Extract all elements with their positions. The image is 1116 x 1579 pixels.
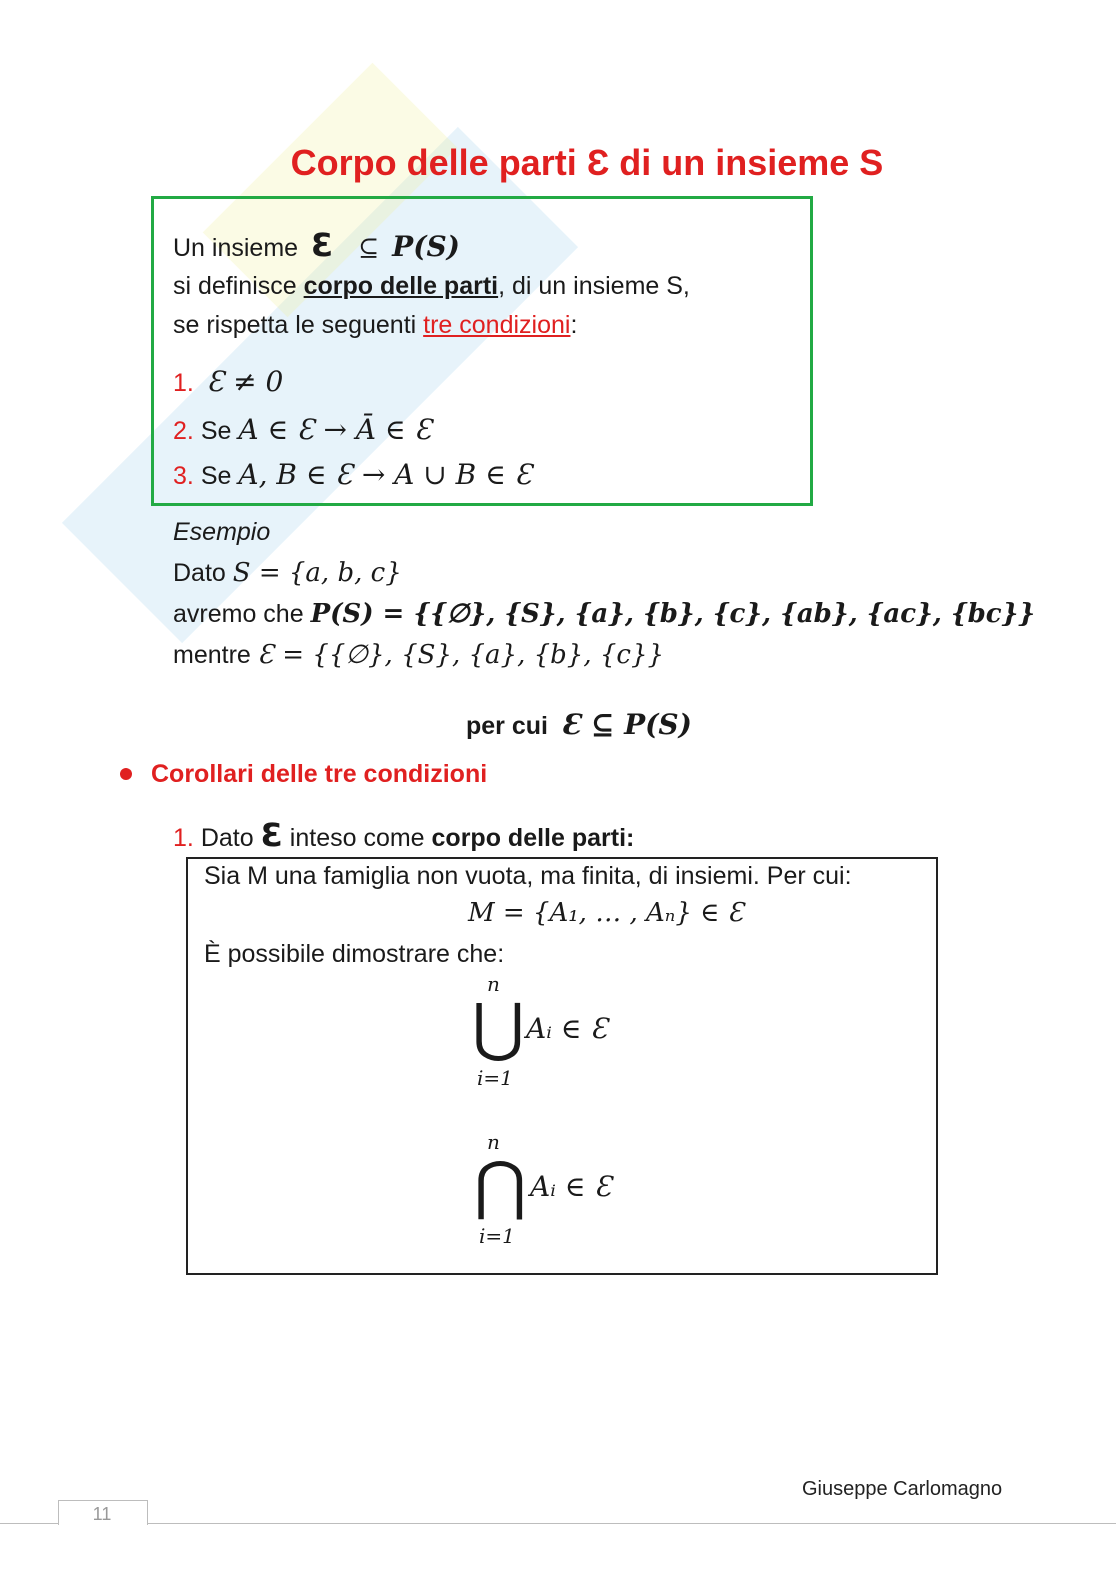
corollary-item-1	[173, 816, 634, 854]
condition-text: Se	[200, 462, 239, 490]
corollary-pre: Dato	[200, 824, 261, 852]
condition-math: A ∈ Ɛ → Ā ∈ Ɛ	[238, 413, 432, 446]
tre-condizioni-term: tre condizioni	[423, 311, 571, 339]
corollary-box-line-2: È possibile dimostrare che:	[204, 940, 505, 968]
intersection-upper-limit: n	[487, 1130, 500, 1154]
epsilon-symbol: Ɛ	[260, 816, 283, 854]
condition-1	[173, 365, 283, 398]
example-dato-pre: Dato	[173, 559, 233, 587]
condition-number: 3.	[173, 462, 194, 490]
corpo-delle-parti-term: corpo delle parti	[303, 272, 499, 300]
page-number: 11	[92, 1504, 112, 1524]
page-title: Corpo delle parti Ɛ di un insieme S	[290, 142, 884, 183]
intersection-lower-limit: i=1	[479, 1224, 515, 1248]
per-cui-math: Ɛ ⊆ P(S)	[560, 708, 692, 741]
intersection-expression: Aᵢ ∈ Ɛ	[530, 1170, 612, 1203]
epsilon-symbol: Ɛ	[311, 226, 334, 264]
condition-2	[173, 413, 432, 446]
corollary-bold: corpo delle parti:	[431, 824, 635, 852]
example-label: Esempio	[173, 518, 271, 546]
example-mentre	[173, 640, 664, 670]
example-avremo-math: P(S) = {{∅}, {S}, {a}, {b}, {c}, {ab}, {ac}, {bc}}	[310, 599, 1036, 629]
condition-text: Se	[200, 417, 239, 445]
corollary-mid: inteso come	[282, 824, 432, 852]
subset-symbol: ⊆	[358, 233, 380, 262]
example-dato	[173, 558, 402, 588]
bullet-icon	[120, 768, 132, 780]
definition-intro: Un insieme	[173, 234, 299, 262]
footer-author: Giuseppe Carlomagno	[802, 1478, 1003, 1500]
footer-rule	[0, 1523, 1116, 1524]
example-avremo-pre: avremo che	[173, 600, 311, 628]
definition-line2-post: , di un insieme S,	[498, 272, 690, 300]
example-mentre-math: Ɛ = {{∅}, {S}, {a}, {b}, {c}}	[257, 640, 665, 670]
condition-number: 1.	[173, 369, 194, 397]
definition-line-2	[173, 272, 690, 301]
condition-number: 2.	[173, 417, 194, 445]
definition-line-3	[173, 311, 577, 340]
corollaries-heading: Corollari delle tre condizioni	[151, 760, 488, 788]
union-symbol: ⋃	[472, 991, 525, 1065]
condition-math: Ɛ ≠ 0	[206, 365, 284, 398]
condition-math: A, B ∈ Ɛ → A ∪ B ∈ Ɛ	[238, 458, 533, 491]
union-expression: Aᵢ ∈ Ɛ	[526, 1012, 608, 1045]
union-lower-limit: i=1	[477, 1066, 513, 1090]
definition-line3-post: :	[570, 311, 578, 339]
example-avremo	[173, 599, 1035, 629]
condition-3	[173, 458, 532, 491]
example-dato-math: S = {a, b, c}	[232, 558, 402, 588]
definition-line3-pre: se rispetta le seguenti	[173, 311, 424, 339]
definition-line2-pre: si definisce	[173, 272, 304, 300]
corollary-number: 1.	[173, 824, 194, 852]
definition-line-1	[173, 226, 460, 264]
example-per-cui	[466, 708, 692, 741]
corollary-box-math: M = {A₁, … , Aₙ} ∈ Ɛ	[468, 898, 744, 928]
intersection-symbol: ⋂	[474, 1149, 527, 1223]
example-mentre-pre: mentre	[173, 641, 258, 669]
per-cui-label: per cui	[466, 712, 548, 740]
power-set: P(S)	[392, 230, 460, 263]
corollary-box-line-1: Sia M una famiglia non vuota, ma finita, di insiemi. Per cui:	[204, 862, 852, 890]
union-upper-limit: n	[487, 972, 500, 996]
